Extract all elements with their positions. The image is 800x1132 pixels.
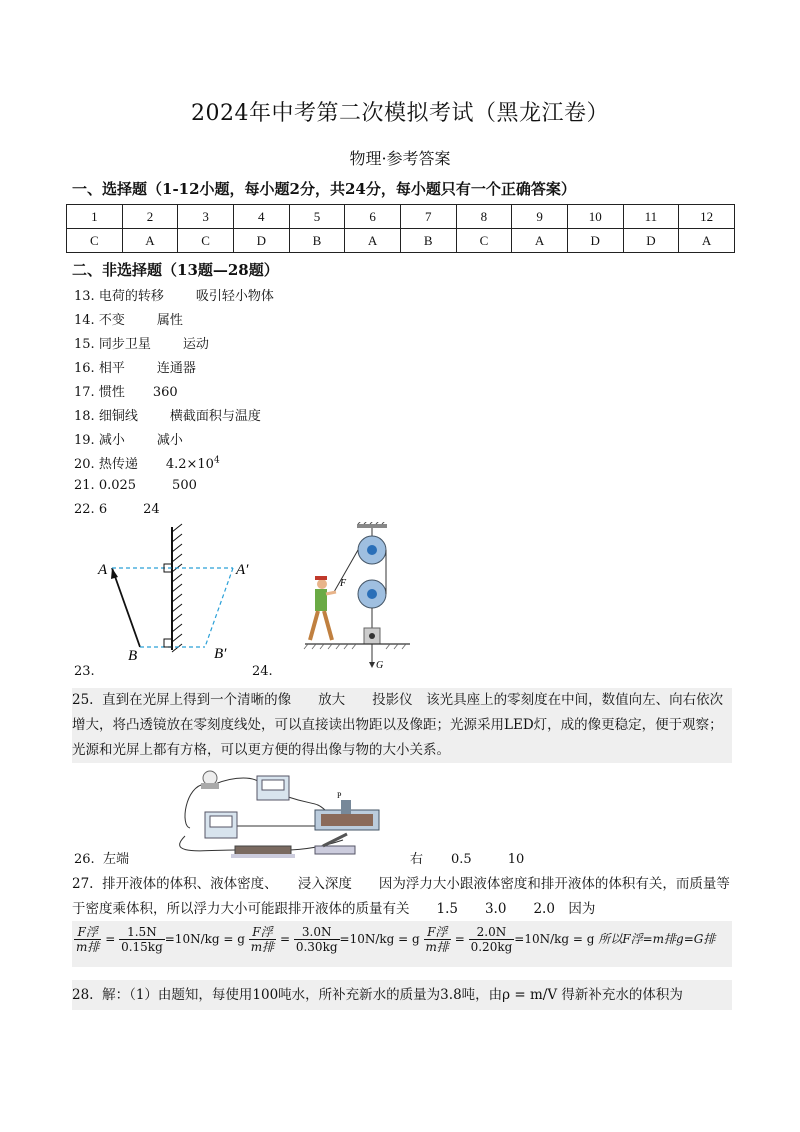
- table-cell-number: 9: [512, 205, 568, 229]
- table-cell-number: 2: [122, 205, 178, 229]
- table-cell-number: 1: [67, 205, 123, 229]
- mirror-diagram: [90, 522, 270, 662]
- answer-28: 28. 解：（1）由题知，每使用100吨水，所补充新水的质量为3.8吨，由ρ = m/V 得新补充水的体积为: [72, 980, 732, 1010]
- table-cell-answer: A: [679, 229, 735, 253]
- answer-19: 19. 减小 减小: [74, 433, 183, 448]
- label-a: A: [98, 562, 108, 578]
- answer-18: 18. 细铜线 横截面积与温度: [74, 409, 261, 424]
- table-cell-answer: C: [67, 229, 123, 253]
- slider-p-label: P: [337, 791, 342, 800]
- answer-24-label: 24.: [252, 664, 273, 679]
- label-f: F: [340, 578, 347, 589]
- label-b-prime: B′: [214, 646, 227, 662]
- section-nonchoice-heading: 二、非选择题（13题—28题）: [72, 261, 279, 279]
- answer-23-label: 23.: [74, 664, 95, 679]
- answer-22: 22. 6 24: [74, 502, 160, 517]
- table-cell-answer: C: [456, 229, 512, 253]
- table-cell-number: 10: [567, 205, 623, 229]
- table-cell-number: 5: [289, 205, 345, 229]
- table-cell-number: 7: [400, 205, 456, 229]
- page-title: 2024年中考第二次模拟考试（黑龙江卷）: [191, 101, 609, 126]
- table-cell-number: 8: [456, 205, 512, 229]
- table-row-answers: [67, 229, 735, 253]
- answer-25: 25. 直到在光屏上得到一个清晰的像 放大 投影仪 该光具座上的零刻度在中间，数值向左、向右依次增大，将凸透镜放在零刻度线处，可以直接读出物距以及像距；光源采用LED灯，成的像更稳定，便于观察；光源和光屏上都有方格，可以更方便的得出像与物的大小关系。: [72, 688, 732, 763]
- table-cell-number: 4: [233, 205, 289, 229]
- label-a-prime: A′: [236, 562, 249, 578]
- answer-27-equations: $\frac{\text{F浮}}{\text{m排}}$ = $\frac{1.5N}{0.15kg}$ =10N/kg = g $\frac{\text{F浮}}{\text{m排}}$ = $\frac{3.0N}{0.30kg}$ =10N/kg = g $\frac{\text{F浮}}{\text{m排}}$ = $\frac{2.0N}{0.20kg}$ =10N/kg = g 所以F浮=m排g=G排: [72, 921, 732, 967]
- table-cell-answer: C: [178, 229, 234, 253]
- table-cell-answer: B: [289, 229, 345, 253]
- section-choice-heading: 一、选择题（1-12小题，每小题2分，共24分，每小题只有一个正确答案）: [72, 180, 576, 198]
- answer-15: 15. 同步卫星 运动: [74, 337, 209, 352]
- table-cell-number: 11: [623, 205, 679, 229]
- table-cell-number: 12: [679, 205, 735, 229]
- table-row-numbers: [67, 205, 735, 229]
- answer-table: [66, 204, 735, 253]
- page-subtitle: 物理·参考答案: [349, 149, 451, 168]
- answer-17: 17. 惯性 360: [74, 385, 178, 400]
- answer-26: 26. 左端: [74, 852, 129, 867]
- table-cell-answer: A: [512, 229, 568, 253]
- answer-16: 16. 相平 连通器: [74, 361, 196, 376]
- pulley-diagram: [300, 522, 420, 672]
- table-cell-answer: B: [400, 229, 456, 253]
- table-cell-answer: D: [567, 229, 623, 253]
- answer-13: 13. 电荷的转移 吸引轻小物体: [74, 289, 274, 304]
- answer-20: 20. 热传递 $4.2\times 10^4$: [74, 455, 220, 472]
- table-cell-answer: A: [122, 229, 178, 253]
- label-b: B: [128, 648, 138, 662]
- label-g: G: [376, 660, 384, 671]
- table-cell-answer: D: [233, 229, 289, 253]
- answer-27: 27. 排开液体的体积、液体密度、 浸入深度 因为浮力大小跟液体密度和排开液体的体积有关，而质量等于密度乘体积，所以浮力大小可能跟排开液体的质量有关 1.5 3.0 2.0 因为: [72, 876, 730, 917]
- answer-14: 14. 不变 属性: [74, 313, 183, 328]
- table-cell-number: 3: [178, 205, 234, 229]
- answer-21: 21. 0.025 500: [74, 478, 197, 493]
- circuit-diagram: [165, 766, 405, 862]
- table-cell-answer: D: [623, 229, 679, 253]
- answer-26-right: 右 0.5 10: [410, 852, 525, 867]
- table-cell-answer: A: [345, 229, 401, 253]
- table-cell-number: 6: [345, 205, 401, 229]
